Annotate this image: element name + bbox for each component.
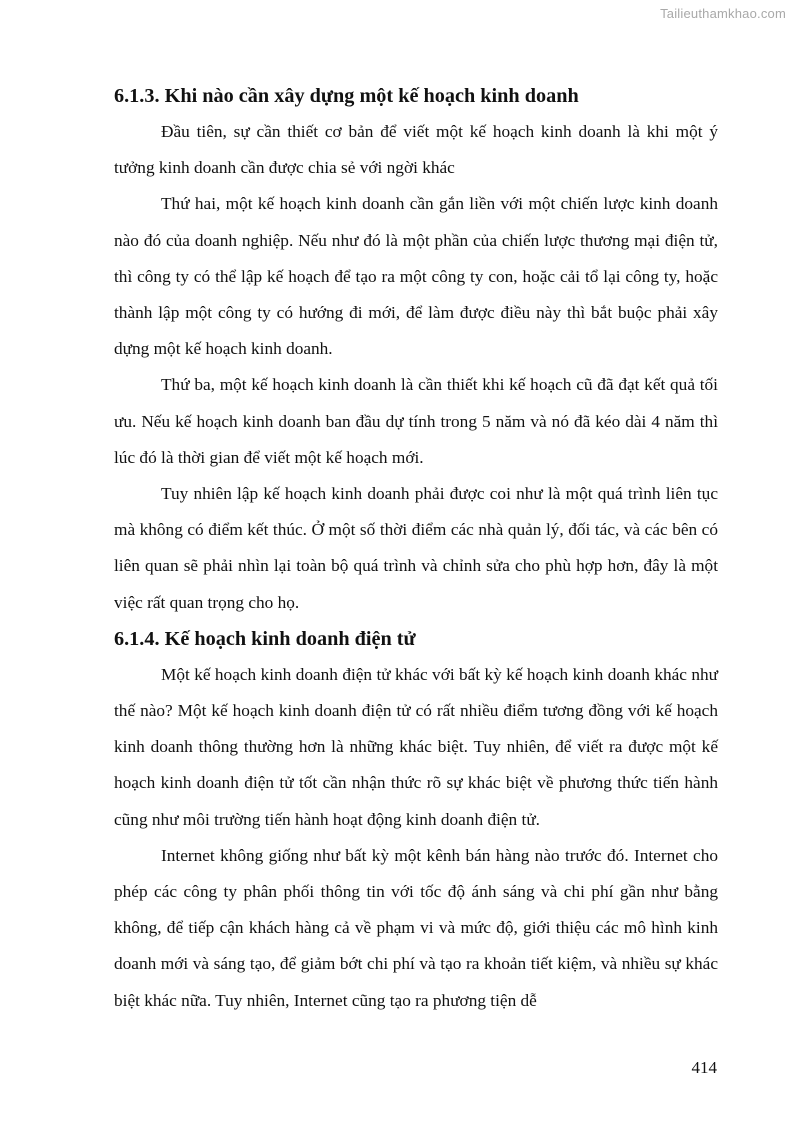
document-body bbox=[114, 78, 718, 1019]
paragraph: Tuy nhiên lập kế hoạch kinh doanh phải được coi như là một quá trình liên tục mà không có điểm kết thúc. Ở một số thời điểm các nhà quản lý, đối tác, và các bên có liên quan sẽ phải nhìn lại toàn bộ quá trình và chỉnh sửa cho phù hợp hơn, đây là một việc rất quan trọng cho họ. bbox=[114, 484, 718, 612]
paragraph: Đầu tiên, sự cần thiết cơ bản để viết một kế hoạch kinh doanh là khi một ý tưởng kinh doanh cần được chia sẻ với ngời khác bbox=[114, 122, 718, 178]
paragraph: Internet không giống như bất kỳ một kênh bán hàng nào trước đó. Internet cho phép các công ty phân phối thông tin với tốc độ ánh sáng và chi phí gần như bằng không, để tiếp cận khách hàng cả về phạm vi và mức độ, giới thiệu các mô hình kinh doanh mới và sáng tạo, để giảm bớt chi phí và tạo ra khoản tiết kiệm, và nhiều sự khác biệt khác nữa. Tuy nhiên, Internet cũng tạo ra phương tiện dễ bbox=[114, 845, 718, 1010]
paragraph: Một kế hoạch kinh doanh điện tử khác với bất kỳ kế hoạch kinh doanh khác như thế nào? Một kế hoạch kinh doanh điện tử có rất nhiều điểm tương đồng với kế hoạch kinh doanh thông thường hơn là những khác biệt. Tuy nhiên, để viết ra được một kế hoạch kinh doanh điện tử tốt cần nhận thức rõ sự khác biệt về phương thức tiến hành cũng như môi trường tiến hành hoạt động kinh doanh điện tử. bbox=[114, 664, 718, 829]
watermark-text: Tailieuthamkhao.com bbox=[660, 6, 786, 21]
section-heading: 6.1.3. Khi nào cần xây dựng một kế hoạch kinh doanh bbox=[114, 85, 579, 107]
paragraph: Thứ hai, một kế hoạch kinh doanh cần gắn liền với một chiến lược kinh doanh nào đó của doanh nghiệp. Nếu như đó là một phần của chiến lược thương mại điện tử, thì công ty có thể lập kế hoạch để tạo ra một công ty con, hoặc cải tổ lại công ty, hoặc thành lập một công ty có hướng đi mới, để làm được điều này thì bắt buộc phải xây dựng một kế hoạch kinh doanh. bbox=[114, 194, 718, 359]
page-number: 414 bbox=[691, 1058, 717, 1077]
section-heading: 6.1.4. Kế hoạch kinh doanh điện tử bbox=[114, 627, 416, 650]
paragraph: Thứ ba, một kế hoạch kinh doanh là cần thiết khi kế hoạch cũ đã đạt kết quả tối ưu. Nếu kế hoạch kinh doanh ban đầu dự tính trong 5 năm và nó đã kéo dài 4 năm thì lúc đó là thời gian để viết một kế hoạch mới. bbox=[114, 375, 718, 467]
